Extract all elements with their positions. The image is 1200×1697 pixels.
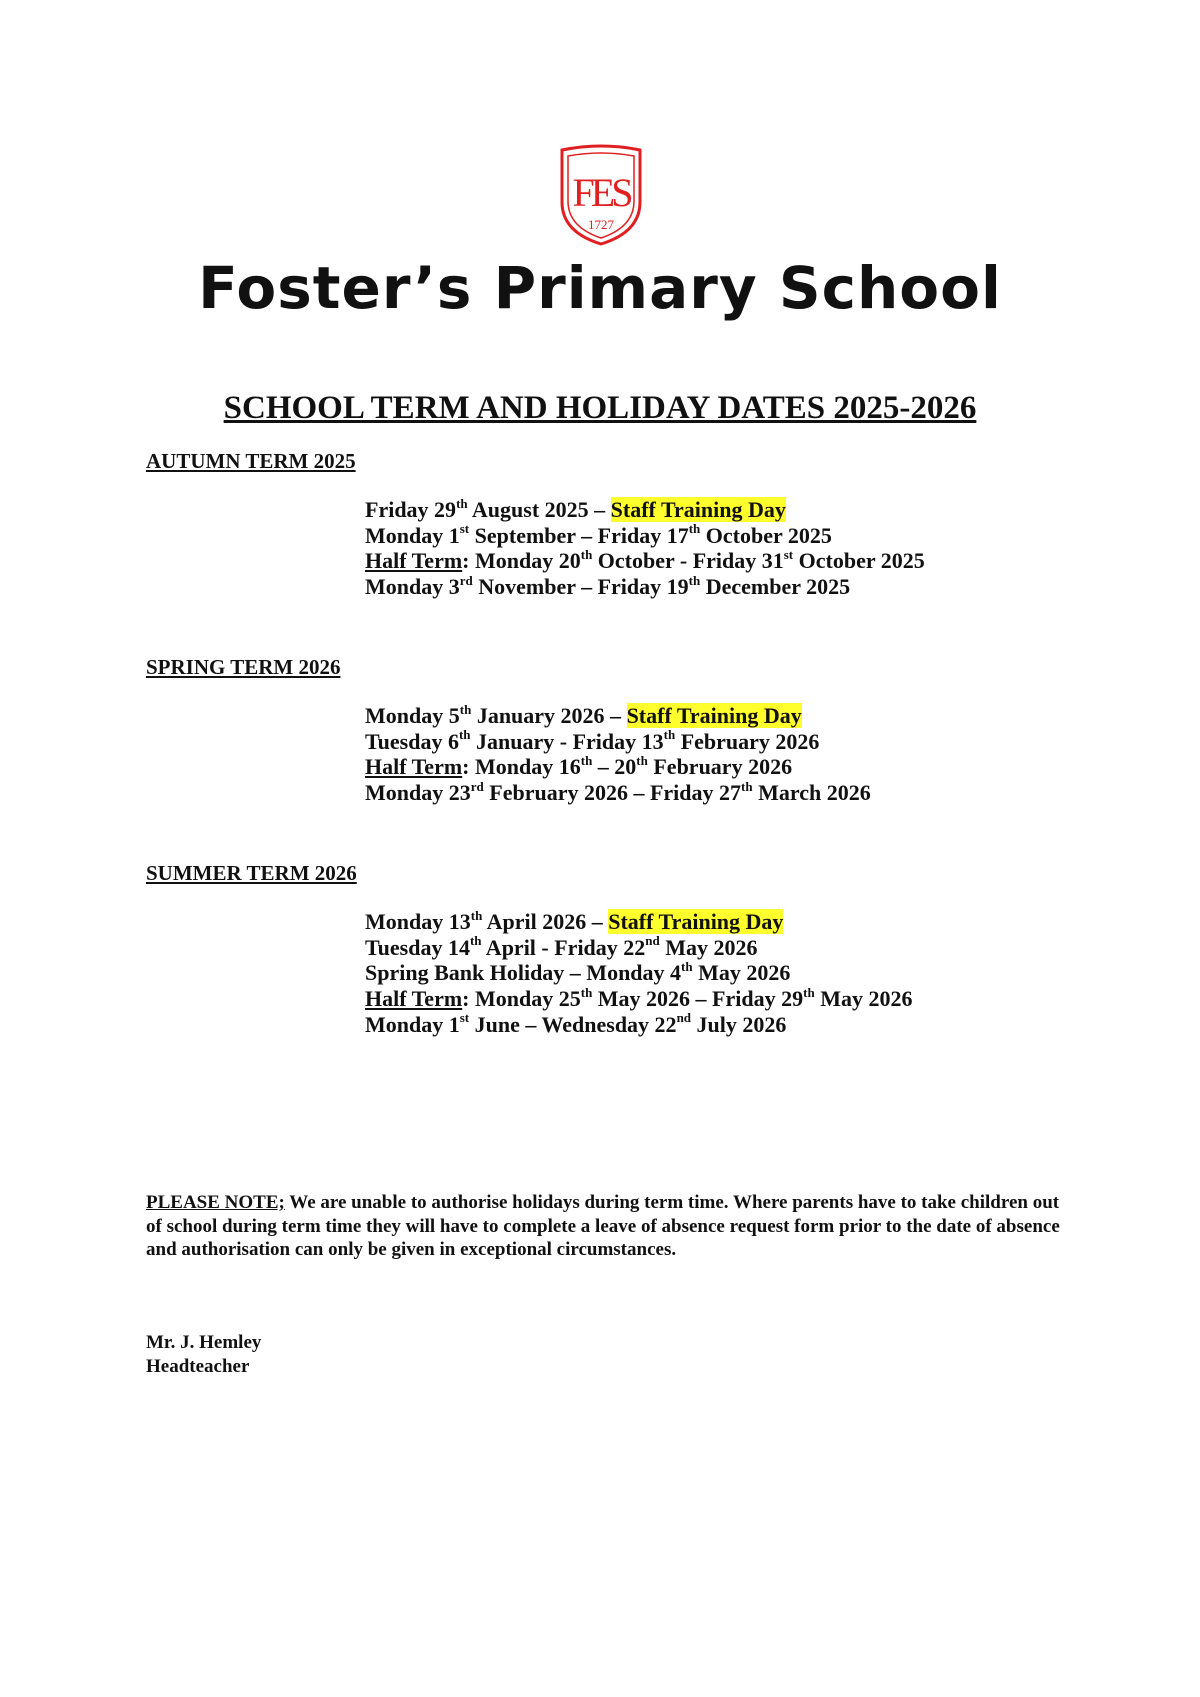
date-line <box>365 935 912 961</box>
date-text: May 2026 – Friday 29 <box>592 986 804 1012</box>
date-text: Friday 29 <box>365 497 457 522</box>
date-text: May 2026 <box>814 986 913 1012</box>
date-text: Spring Bank Holiday – Monday 4 <box>365 960 682 986</box>
half-term-label: Half Term <box>365 548 463 574</box>
date-line <box>365 703 871 729</box>
date-line <box>365 729 871 755</box>
autumn-term-heading: AUTUMN TERM 2025 <box>146 449 356 473</box>
ordinal-suffix: rd <box>459 572 473 588</box>
ordinal-suffix: nd <box>676 1010 692 1026</box>
ordinal-suffix: th <box>681 959 693 975</box>
ordinal-suffix: th <box>580 753 593 769</box>
autumn-term-dates <box>365 497 925 600</box>
crest-letters: FES <box>572 170 630 215</box>
ordinal-suffix: th <box>688 521 701 537</box>
ordinal-suffix: th <box>469 933 482 949</box>
date-text: July 2026 <box>691 1011 787 1037</box>
date-text: November – Friday 19 <box>472 574 689 600</box>
spring-term-heading: SPRING TERM 2026 <box>146 655 341 679</box>
date-text: October 2025 <box>700 522 832 548</box>
ordinal-suffix: th <box>636 753 648 769</box>
date-text: January - Friday 13 <box>470 728 664 754</box>
date-line <box>365 754 871 780</box>
school-name: Foster’s Primary School <box>198 254 1002 322</box>
date-text: May 2026 <box>692 960 791 986</box>
date-text: June – Wednesday 22 <box>469 1011 677 1037</box>
staff-training-day-highlight: Staff Training Day <box>626 703 802 728</box>
date-text: April 2026 – <box>482 909 609 934</box>
ordinal-suffix: st <box>459 1010 470 1026</box>
signatory-name: Mr. J. Hemley <box>146 1332 262 1353</box>
ordinal-suffix: th <box>803 984 815 1000</box>
signatory-role: Headteacher <box>146 1356 250 1377</box>
ordinal-suffix: th <box>580 547 593 563</box>
date-text: Monday 23 <box>365 780 471 806</box>
page-title: SCHOOL TERM AND HOLIDAY DATES 2025-2026 <box>223 390 977 426</box>
half-term-label: Half Term <box>365 986 463 1012</box>
signature-block <box>146 1331 261 1379</box>
ordinal-suffix: th <box>663 727 676 743</box>
ordinal-suffix: th <box>458 727 471 743</box>
date-text: Monday 13 <box>365 909 471 934</box>
ordinal-suffix: th <box>459 701 472 717</box>
date-text: February 2026 <box>647 754 793 780</box>
date-text: Monday 3 <box>365 574 460 600</box>
date-line <box>365 960 912 986</box>
date-text: January 2026 – <box>471 703 627 728</box>
crest-year: 1727 <box>588 217 614 232</box>
date-text: February 2026 – Friday 27 <box>483 780 742 806</box>
date-line <box>365 497 925 523</box>
summer-term-dates <box>365 909 912 1038</box>
date-text: – 20 <box>592 754 637 780</box>
ordinal-suffix: th <box>456 495 468 511</box>
date-line <box>365 986 912 1012</box>
date-text: Monday 5 <box>365 703 460 728</box>
date-line <box>365 1012 912 1038</box>
school-crest-logo <box>556 144 646 246</box>
date-line <box>365 548 925 574</box>
ordinal-suffix: th <box>470 907 483 923</box>
date-line <box>365 523 925 549</box>
note-label: PLEASE NOTE; <box>146 1192 285 1213</box>
half-term-label: Half Term <box>365 754 463 780</box>
date-text: : Monday 16 <box>462 754 581 780</box>
date-text: October 2025 <box>793 548 925 574</box>
date-text: : Monday 25 <box>462 986 581 1012</box>
please-note-paragraph <box>146 1191 1066 1262</box>
ordinal-suffix: rd <box>470 778 484 794</box>
summer-term-heading: SUMMER TERM 2026 <box>146 861 357 885</box>
date-text: February 2026 <box>675 728 820 754</box>
note-text: We are unable to authorise holidays during term time. Where parents have to take children out of school during term time they will have to complete a leave of absence request form prior to the date of absence and authorisation can only be given in exceptional circumstances. <box>146 1192 1060 1260</box>
date-text: May 2026 <box>659 934 758 960</box>
spring-term-dates <box>365 703 871 806</box>
date-text: Tuesday 14 <box>365 934 470 960</box>
date-text: Monday 1 <box>365 522 460 548</box>
date-text: April - Friday 22 <box>481 934 646 960</box>
date-text: December 2025 <box>700 574 851 600</box>
ordinal-suffix: st <box>459 521 470 537</box>
date-line <box>365 574 925 600</box>
date-text: Monday 1 <box>365 1011 460 1037</box>
date-text: September – Friday 17 <box>469 522 689 548</box>
date-line <box>365 780 871 806</box>
ordinal-suffix: th <box>741 778 753 794</box>
date-line <box>365 909 912 935</box>
ordinal-suffix: th <box>580 984 593 1000</box>
ordinal-suffix: nd <box>645 933 660 949</box>
ordinal-suffix: th <box>688 572 701 588</box>
date-text: March 2026 <box>752 780 871 806</box>
date-text: August 2025 – <box>467 497 611 522</box>
date-text: Tuesday 6 <box>365 728 459 754</box>
date-text: October - Friday 31 <box>592 548 784 574</box>
staff-training-day-highlight: Staff Training Day <box>610 497 786 522</box>
staff-training-day-highlight: Staff Training Day <box>608 909 784 934</box>
ordinal-suffix: st <box>783 547 794 563</box>
date-text: : Monday 20 <box>462 548 581 574</box>
